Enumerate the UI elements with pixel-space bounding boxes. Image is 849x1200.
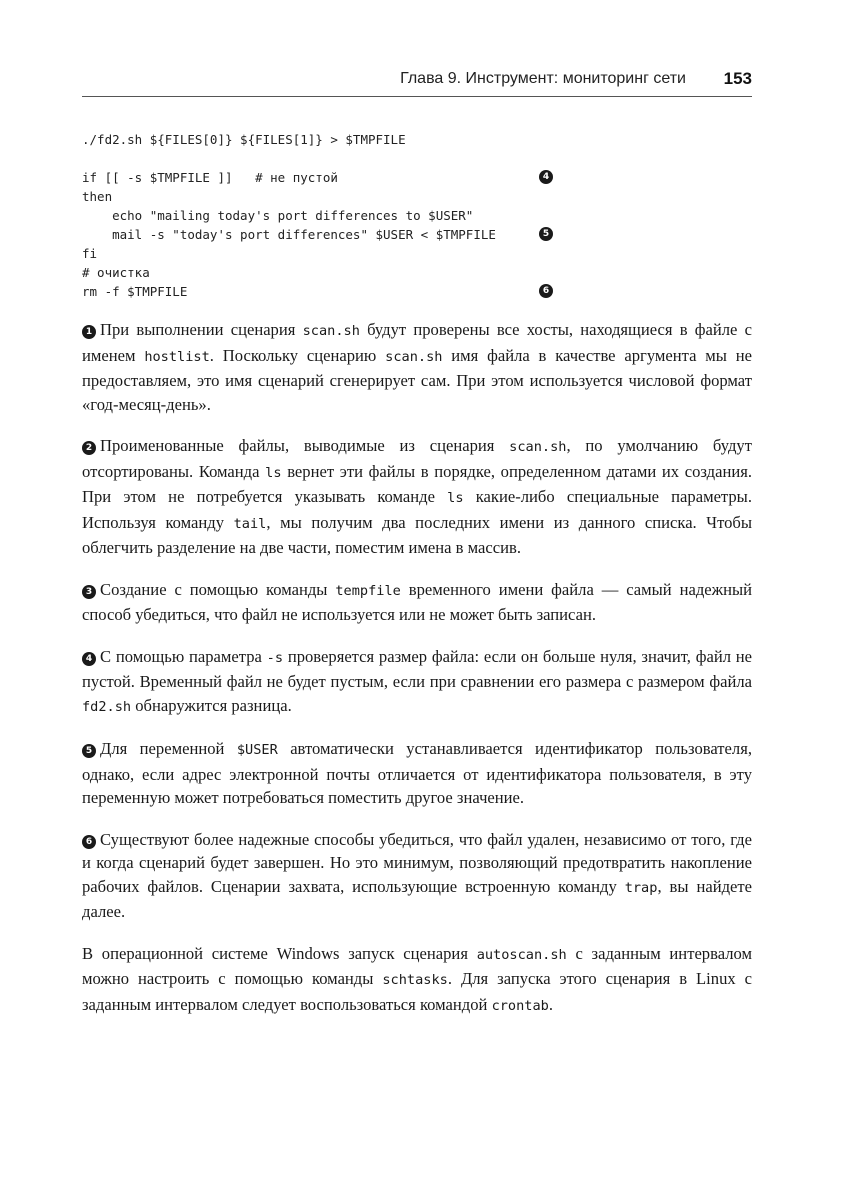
chapter-title: Глава 9. Инструмент: мониторинг сети bbox=[400, 70, 686, 87]
code-line bbox=[82, 168, 562, 187]
callout-marker: 6 bbox=[539, 284, 553, 298]
inline-code: scan.sh bbox=[302, 323, 360, 339]
inline-code: ls bbox=[447, 490, 464, 506]
code-line: echo "mailing today's port differences to $USER" bbox=[82, 208, 474, 223]
paragraph-note-4: 4 С помощью параметра -s проверяется размер файла: если он больше нуля, значит, файл не пустой. Временный файл не будет пустым, если при сравнении его размера с размером файла fd2.sh обнаружится разница. bbox=[82, 646, 752, 715]
code-listing bbox=[82, 130, 562, 301]
inline-code: ls bbox=[265, 464, 282, 481]
running-header bbox=[82, 68, 752, 97]
inline-code: hostlist bbox=[144, 348, 210, 365]
paragraph-note-2: 2 Проименованные файлы, выводимые из сценария scan.sh, по умолчанию будут отсортированы. Команда ls вернет эти файлы в порядке, определенном датами их создания. При этом не потребуется указывать команде ls какие-либо специальные параметры. Используя команду tail, мы получим два последних имени из данного списка. Чтобы облегчить разделение на две части, поместим имена в массив. bbox=[82, 436, 752, 557]
inline-code: tail bbox=[233, 515, 267, 532]
inline-code: $USER bbox=[236, 742, 278, 758]
inline-code: crontab bbox=[491, 997, 549, 1014]
callout-marker: 5 bbox=[539, 227, 553, 241]
code-line bbox=[82, 282, 562, 301]
code-text: if [[ -s $TMPFILE ]] # не пустой bbox=[82, 170, 338, 185]
inline-code: tempfile bbox=[335, 582, 401, 599]
callout-number: 1 bbox=[82, 325, 96, 339]
inline-code: scan.sh bbox=[385, 348, 443, 365]
inline-code: schtasks bbox=[382, 972, 448, 988]
body-text bbox=[82, 318, 752, 1036]
paragraph-scheduling: В операционной системе Windows запуск сценария autoscan.sh с заданным интервалом можно настроить с помощью команды schtasks. Для запуска этого сценария в Linux с заданным интервалом следует воспользоваться командой crontab. bbox=[82, 943, 752, 1014]
paragraph-note-1: 1 При выполнении сценария scan.sh будут проверены все хосты, находящиеся в файле с именем hostlist. Поскольку сценарию scan.sh имя файла в качестве аргумента мы не предоставляем, это имя сценарий сгенерирует сам. При этом используется числовой формат «год-месяц-день». bbox=[82, 320, 752, 414]
callout-marker: 4 bbox=[539, 170, 553, 184]
code-line: then bbox=[82, 189, 113, 204]
callout-number: 4 bbox=[82, 652, 96, 666]
code-text: rm -f $TMPFILE bbox=[82, 284, 188, 299]
callout-number: 5 bbox=[82, 744, 96, 758]
code-line: # очистка bbox=[82, 265, 150, 280]
paragraph-note-6: 6 Существуют более надежные способы убедиться, что файл удален, независимо от того, где и когда сценарий будет завершен. Но это минимум, позволяющий предотвратить накопление рабочих файлов. Сценарии захвата, использующие встроенную команду trap, вы найдете далее. bbox=[82, 829, 752, 921]
callout-number: 3 bbox=[82, 585, 96, 599]
code-line: fi bbox=[82, 246, 98, 261]
paragraph-note-3: 3 Создание с помощью команды tempfile временного имени файла — самый надежный способ убедиться, что файл не используется или не может быть записан. bbox=[82, 579, 752, 624]
callout-number: 6 bbox=[82, 835, 96, 849]
inline-code: autoscan.sh bbox=[476, 946, 567, 963]
inline-code: fd2.sh bbox=[82, 698, 132, 715]
callout-number: 2 bbox=[82, 441, 96, 455]
paragraph-note-5: 5 Для переменной $USER автоматически устанавливается идентификатор пользователя, однако, если адрес электронной почты отличается от идентификатора пользователя, в эту переменную может потребоваться поместить другое значение. bbox=[82, 739, 752, 807]
inline-code: -s bbox=[266, 649, 284, 666]
inline-code: scan.sh bbox=[509, 439, 567, 455]
page-number: 153 bbox=[723, 69, 752, 88]
inline-code: trap bbox=[624, 879, 658, 896]
code-line bbox=[82, 225, 562, 244]
code-text: mail -s "today's port differences" $USER < $TMPFILE bbox=[82, 227, 496, 242]
code-line: ./fd2.sh ${FILES[0]} ${FILES[1]} > $TMPFILE bbox=[82, 132, 406, 147]
